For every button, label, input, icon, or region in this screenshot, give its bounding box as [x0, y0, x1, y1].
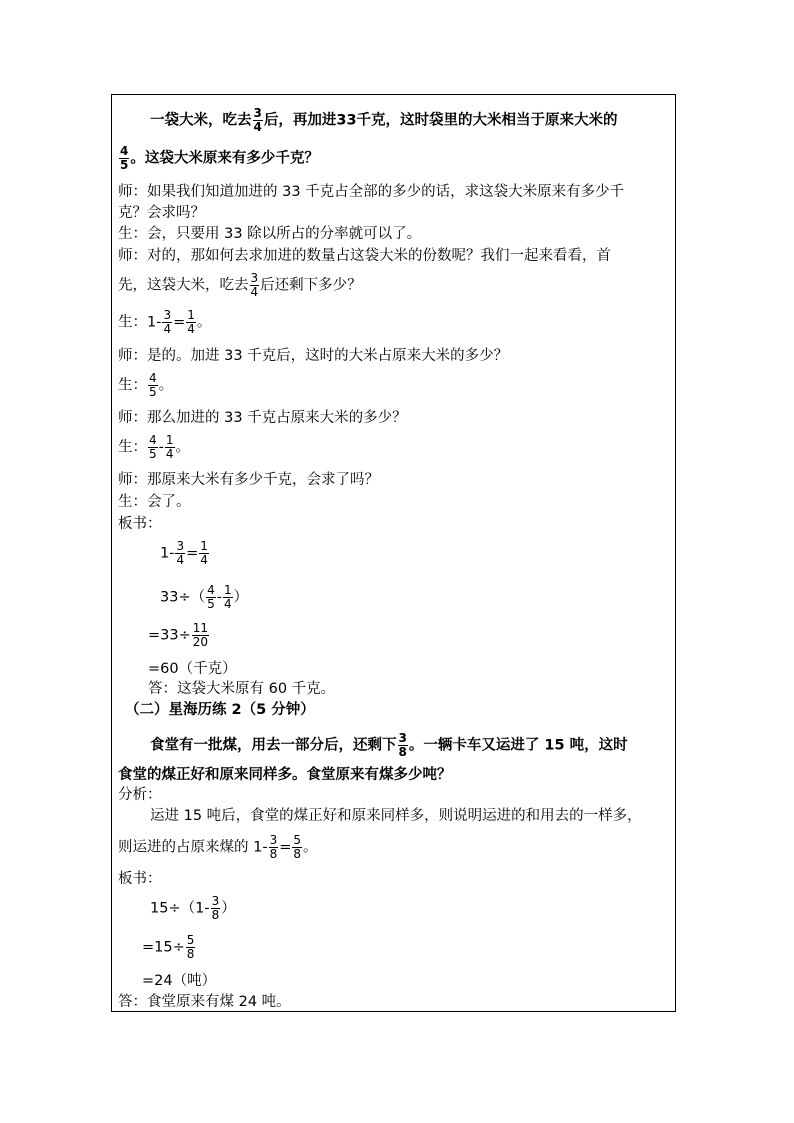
fraction: $\frac{4}{5}$: [207, 583, 215, 611]
board-equation: 1- $\frac{3}{4}$ = $\frac{1}{4}$: [160, 539, 208, 567]
dialog-line: 克？会求吗？: [118, 205, 205, 221]
problem1-line2: [118, 145, 319, 172]
fraction: $\frac{11}{20}$: [192, 621, 209, 649]
fraction-3-4: $\frac{3}{4}$: [253, 106, 262, 134]
problem1-text-c: 。这袋大米原来有多少千克？: [130, 150, 319, 167]
fraction: $\frac{3}{4}$: [176, 539, 185, 567]
dialog-line: 师：如果我们知道加进的 33 千克占全部的多少的话，求这袋大米原来有多少千: [118, 184, 625, 200]
fraction-4-5: $\frac{4}{5}$: [120, 144, 129, 172]
dialog-line: 生：1- $\frac{3}{4}$ = $\frac{1}{4}$ 。: [118, 308, 212, 336]
problem1-text-b: 后，再加进33千克，这时袋里的大米相当于原来大米的: [263, 112, 618, 129]
dialog-line: 生： $\frac{4}{5}$ - $\frac{1}{4}$ 。: [118, 433, 191, 461]
problem1-text-a: 一袋大米，吃去: [150, 112, 252, 129]
fraction: $\frac{5}{8}$: [293, 833, 302, 861]
fraction: $\frac{4}{5}$: [149, 371, 157, 399]
dialog-line: 师：那么加进的 33 千克占原来大米的多少？: [118, 410, 407, 426]
fraction: $\frac{3}{4}$: [163, 308, 172, 336]
fraction: $\frac{3}{4}$: [250, 271, 259, 299]
fraction: $\frac{1}{4}$: [187, 308, 195, 336]
fraction: $\frac{3}{8}$: [211, 894, 220, 922]
board-result: =60（千克）: [148, 661, 237, 677]
dialog-line: 生：会了。: [118, 494, 191, 510]
fraction: $\frac{1}{4}$: [200, 539, 208, 567]
fraction: $\frac{4}{5}$: [149, 433, 157, 461]
dialog-line: 先，这袋大米，吃去 $\frac{3}{4}$ 后还剩下多少？: [118, 271, 362, 299]
board-equation: 15÷（1- $\frac{3}{8}$ ）: [150, 894, 236, 922]
section-2-heading: （二）星海历练 2（5 分钟）: [125, 702, 315, 718]
analysis-line: 则运进的占原来煤的 1- $\frac{3}{8}$ = $\frac{5}{8}$ 。: [118, 833, 318, 861]
analysis-label: 分析：: [118, 787, 162, 803]
answer-2: 答：食堂原来有煤 24 吨。: [118, 994, 291, 1010]
problem1-line1: [150, 107, 618, 134]
board-label: 板书：: [118, 871, 162, 887]
dialog-line: 师：那原来大米有多少千克，会求了吗？: [118, 472, 379, 488]
fraction: $\frac{1}{4}$: [165, 433, 174, 461]
dialog-line: 生： $\frac{4}{5}$ 。: [118, 371, 174, 399]
board-equation: =33÷ $\frac{11}{20}$: [148, 621, 209, 649]
board-equation: =15÷ $\frac{5}{8}$: [142, 933, 195, 961]
problem2-line2: 食堂的煤正好和原来同样多。食堂原来有煤多少吨？: [118, 767, 452, 783]
fraction: $\frac{1}{4}$: [223, 583, 232, 611]
problem2-line1: 食堂有一批煤，用去一部分后，还剩下 $\frac{3}{8}$ 。一辆卡车又运进了 15 吨，这时: [150, 731, 628, 759]
answer-1: 答：这袋大米原有 60 千克。: [148, 681, 336, 697]
dialog-line: 生：会，只要用 33 除以所占的分率就可以了。: [118, 226, 422, 242]
dialog-line: 师：是的。加进 33 千克后，这时的大米占原来大米的多少？: [118, 348, 509, 364]
board-equation: 33÷（ $\frac{4}{5}$ - $\frac{1}{4}$ ）: [160, 583, 249, 611]
fraction: $\frac{5}{8}$: [186, 933, 195, 961]
board-label: 板书：: [118, 516, 162, 532]
board-result: =24（吨）: [142, 973, 217, 989]
fraction-3-8: $\frac{3}{8}$: [398, 731, 407, 759]
dialog-line: 师：对的，那如何去求加进的数量占这袋大米的份数呢？我们一起来看看，首: [118, 248, 611, 264]
analysis-line: 运进 15 吨后，食堂的煤正好和原来同样多，则说明运进的和用去的一样多，: [150, 808, 642, 824]
fraction: $\frac{3}{8}$: [269, 833, 278, 861]
